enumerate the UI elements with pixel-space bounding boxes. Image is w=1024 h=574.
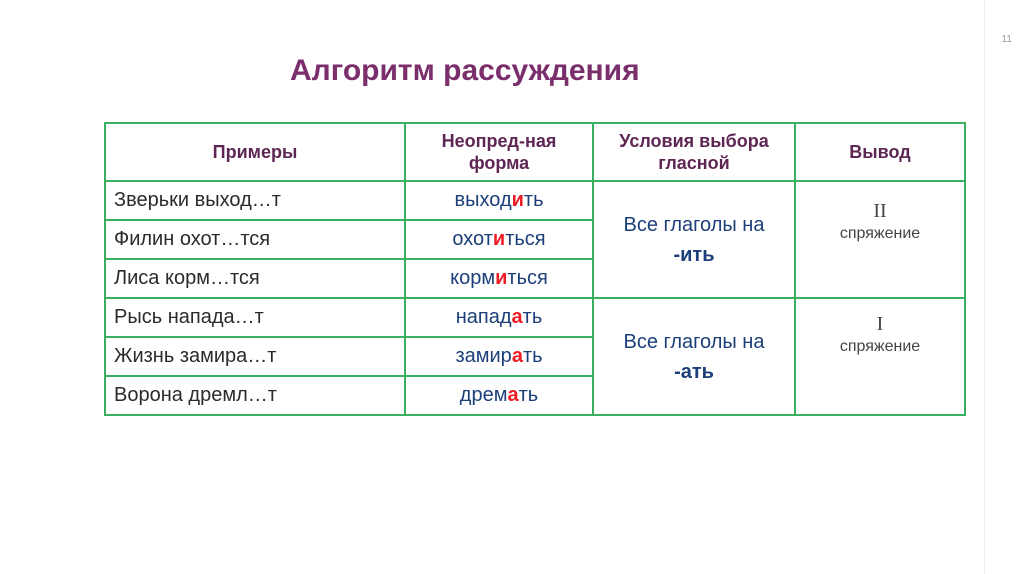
header-conclusion bbox=[795, 123, 965, 181]
example-cell: Зверьки выход…т bbox=[105, 181, 405, 220]
condition-cell-group-2 bbox=[593, 298, 795, 415]
infinitive-cell bbox=[405, 298, 593, 337]
condition-cell-group-1 bbox=[593, 181, 795, 298]
infinitive-ending: ть bbox=[523, 189, 544, 211]
header-examples bbox=[105, 123, 405, 181]
condition-text: Все глаголы на bbox=[623, 330, 765, 353]
infinitive-stem: напад bbox=[455, 306, 512, 328]
conclusion-cell-group-2 bbox=[795, 298, 965, 415]
conjugation-word: спряжение bbox=[839, 225, 921, 242]
condition-text: Все глаголы на bbox=[623, 213, 765, 236]
conjugation-word: спряжение bbox=[839, 338, 921, 355]
header-infinitive bbox=[405, 123, 593, 181]
infinitive-ending: ться bbox=[507, 267, 548, 289]
highlighted-vowel: а bbox=[511, 345, 523, 367]
example-cell: Филин охот…тся bbox=[105, 220, 405, 259]
conjugation-numeral: II bbox=[873, 200, 887, 222]
highlighted-vowel: а bbox=[511, 306, 523, 328]
infinitive-ending: ть bbox=[522, 345, 543, 367]
highlighted-vowel: и bbox=[511, 189, 524, 211]
example-cell: Рысь напада…т bbox=[105, 298, 405, 337]
slide-edge-frame bbox=[984, 0, 1024, 574]
infinitive-cell bbox=[405, 259, 593, 298]
condition-suffix: -ить bbox=[673, 243, 715, 266]
header-conclusion-label: Вывод bbox=[849, 142, 911, 162]
header-infinitive-line1: Неопред-ная bbox=[441, 131, 557, 151]
highlighted-vowel: и bbox=[495, 267, 508, 289]
infinitive-stem: охот bbox=[452, 228, 493, 250]
table-row bbox=[105, 298, 965, 337]
infinitive-ending: ться bbox=[505, 228, 546, 250]
infinitive-cell bbox=[405, 337, 593, 376]
example-cell: Ворона дремл…т bbox=[105, 376, 405, 415]
header-infinitive-line2: форма bbox=[468, 153, 530, 173]
page-number: 11 bbox=[1001, 34, 1012, 45]
infinitive-cell bbox=[405, 220, 593, 259]
infinitive-cell bbox=[405, 376, 593, 415]
table-header-row bbox=[105, 123, 965, 181]
header-examples-label: Примеры bbox=[212, 142, 298, 162]
reasoning-table bbox=[104, 122, 966, 416]
header-conditions-line2: гласной bbox=[658, 153, 730, 173]
infinitive-stem: выход bbox=[454, 189, 512, 211]
highlighted-vowel: а bbox=[507, 384, 519, 406]
highlighted-vowel: и bbox=[492, 228, 506, 250]
example-cell: Жизнь замира…т bbox=[105, 337, 405, 376]
infinitive-cell bbox=[405, 181, 593, 220]
infinitive-ending: ть bbox=[518, 384, 539, 406]
conclusion-cell-group-1 bbox=[795, 181, 965, 298]
slide-title: Алгоритм рассуждения bbox=[290, 54, 640, 87]
header-conditions bbox=[593, 123, 795, 181]
table-row bbox=[105, 181, 965, 220]
conjugation-numeral: I bbox=[876, 313, 884, 335]
condition-suffix: -ать bbox=[674, 360, 714, 383]
infinitive-ending: ть bbox=[522, 306, 543, 328]
infinitive-stem: корм bbox=[450, 267, 496, 289]
infinitive-stem: дрем bbox=[459, 384, 508, 406]
header-conditions-line1: Условия выбора bbox=[619, 131, 769, 151]
example-cell: Лиса корм…тся bbox=[105, 259, 405, 298]
infinitive-stem: замир bbox=[455, 345, 512, 367]
